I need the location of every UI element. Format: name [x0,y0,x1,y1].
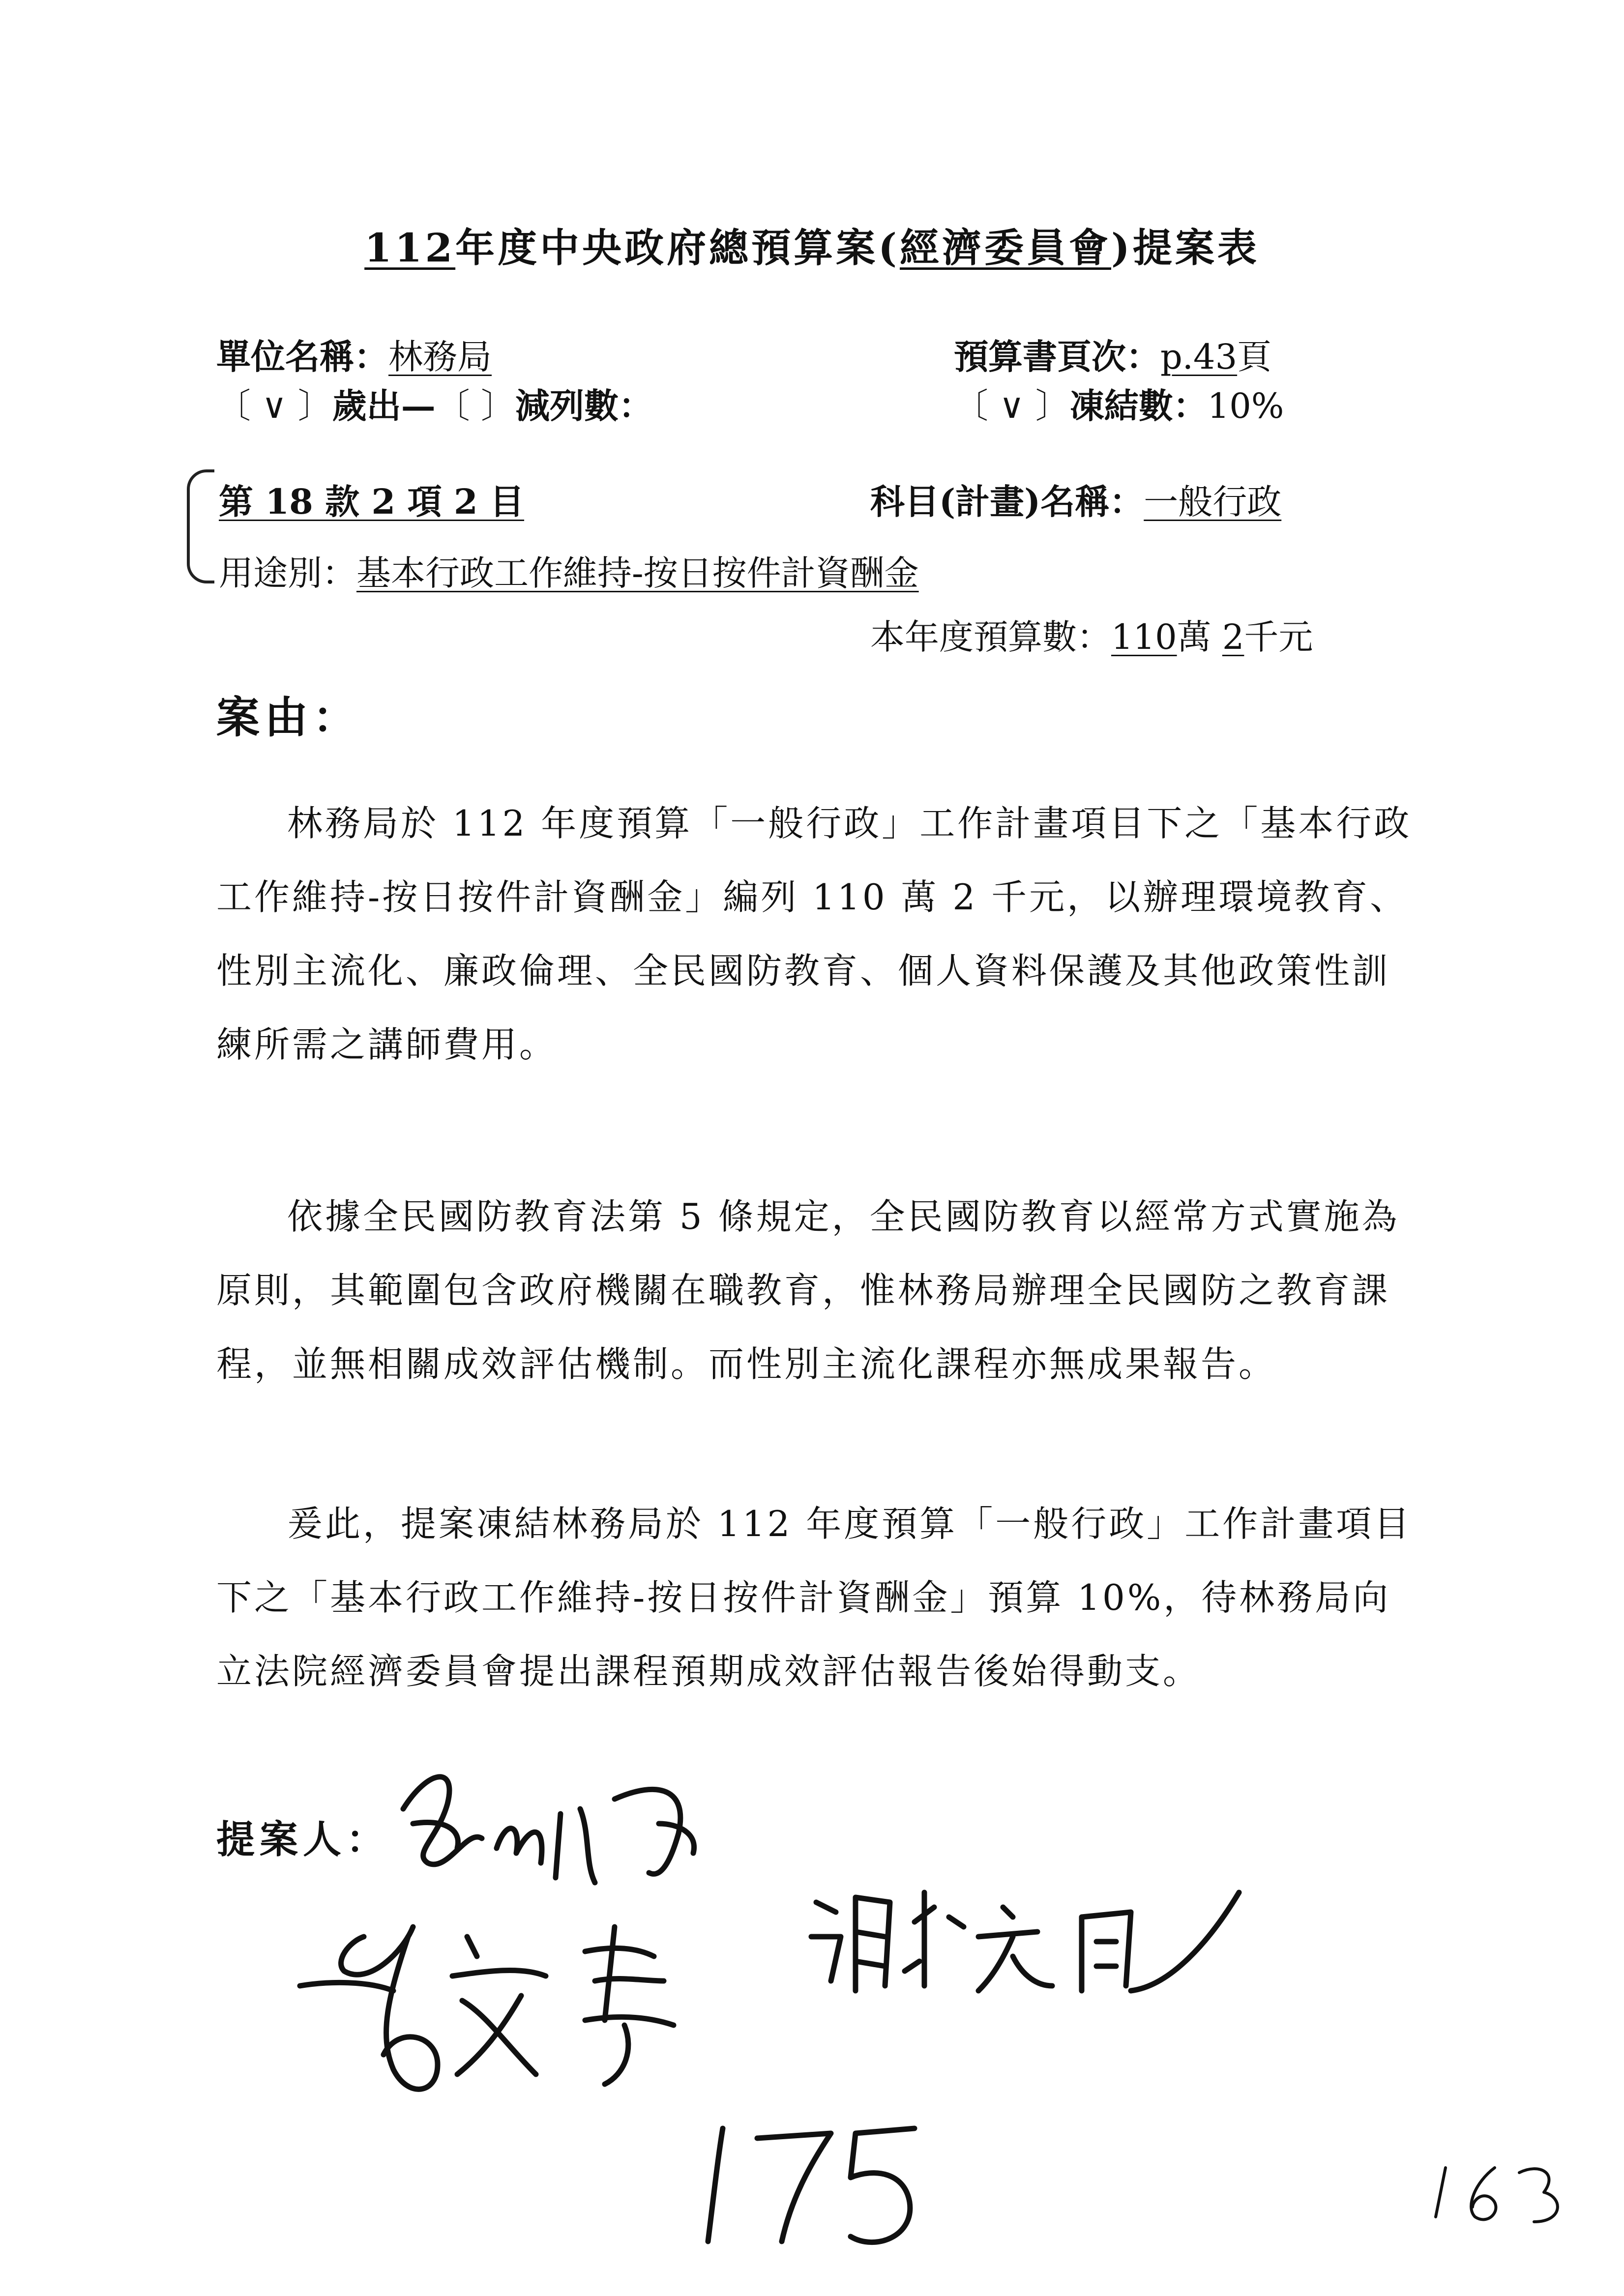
cut-check-close: 〕 [297,386,332,426]
freeze-row [954,378,1284,428]
subject-value: 一般行政 [1144,482,1282,522]
paragraph-2: 依據全民國防教育法第 5 條規定，全民國防教育以經常方式實施為原則，其範圍包含政府機關在職教育，惟林務局辦理全民國防之教育課程，並無相關成效評估機制。而性別主流化課程亦無成果報告。 [216,1196,1400,1385]
usage-value: 基本行政工作維持-按日按件計資酬金 [356,553,919,593]
document-title [0,216,1624,273]
annual-budget-unit1: 萬 [1177,617,1211,657]
handwritten-page-163 [1426,2153,1573,2232]
usage-label: 用途別： [219,553,356,593]
unit-label: 單位名稱： [216,336,388,377]
annual-budget-label: 本年度預算數： [870,617,1111,657]
signature-1 [384,1750,738,1917]
cut-check-mark: ∨ [262,386,287,426]
paragraph-3: 爰此，提案凍結林務局於 112 年度預算「一般行政」工作計畫項目下之「基本行政工作維持-按日按件計資酬金」預算 10%，待林務局向立法院經濟委員會提出課程預期成效評估報告後始得動支。 [216,1503,1412,1692]
cut-expenditure-label: 歲出— [332,385,436,426]
item-code-row [219,474,524,524]
annual-budget-unit2: 千元 [1244,617,1313,657]
budget-page-label: 預算書頁次： [954,336,1160,377]
cut-reduction-label: 減列數： [515,385,653,426]
usage-row [219,546,919,595]
title-prefix: 年度中央政府總預算案( [455,225,900,271]
annual-budget-row [870,610,1313,659]
cut-check-2: 〔 〕 [435,386,516,426]
unit-row [216,329,492,379]
budget-page-row [954,329,1271,379]
item-bracket [187,469,214,583]
budget-page-value: p.43 [1160,337,1238,377]
title-suffix: )提案表 [1111,225,1260,271]
budget-page-suffix: 頁 [1237,337,1272,377]
freeze-label: 凍結數： [1069,385,1208,426]
cut-check-open: 〔 [216,386,251,426]
title-committee: 經濟委員會 [900,225,1111,271]
proposer-label: 提案人： [216,1817,390,1862]
annual-budget-amount1: 110 [1111,617,1177,657]
subject-row [870,474,1281,524]
subject-label: 科目(計畫)名稱： [870,481,1144,522]
paragraph-1: 林務局於 112 年度預算「一般行政」工作計畫項目下之「基本行政工作維持-按日按件計資酬金」編列 110 萬 2 千元，以辦理環境教育、性別主流化、廉政倫理、全民國防教育、個人資料保護及其他政策性訓練所需之講師費用。 [216,803,1412,1065]
unit-value: 林務局 [388,337,492,377]
signature-3 [806,1863,1249,2030]
handwritten-number-175 [688,2109,964,2256]
freeze-value: 10% [1207,386,1284,426]
item-code: 第 18 款 2 項 2 目 [219,481,525,522]
signature-2 [290,1907,742,2114]
freeze-check: 〔 ∨ 〕 [954,386,1070,426]
reason-heading: 案由： [216,692,361,743]
annual-budget-amount2: 2 [1222,617,1244,657]
cut-row [216,378,653,428]
title-year: 112 [364,225,456,271]
